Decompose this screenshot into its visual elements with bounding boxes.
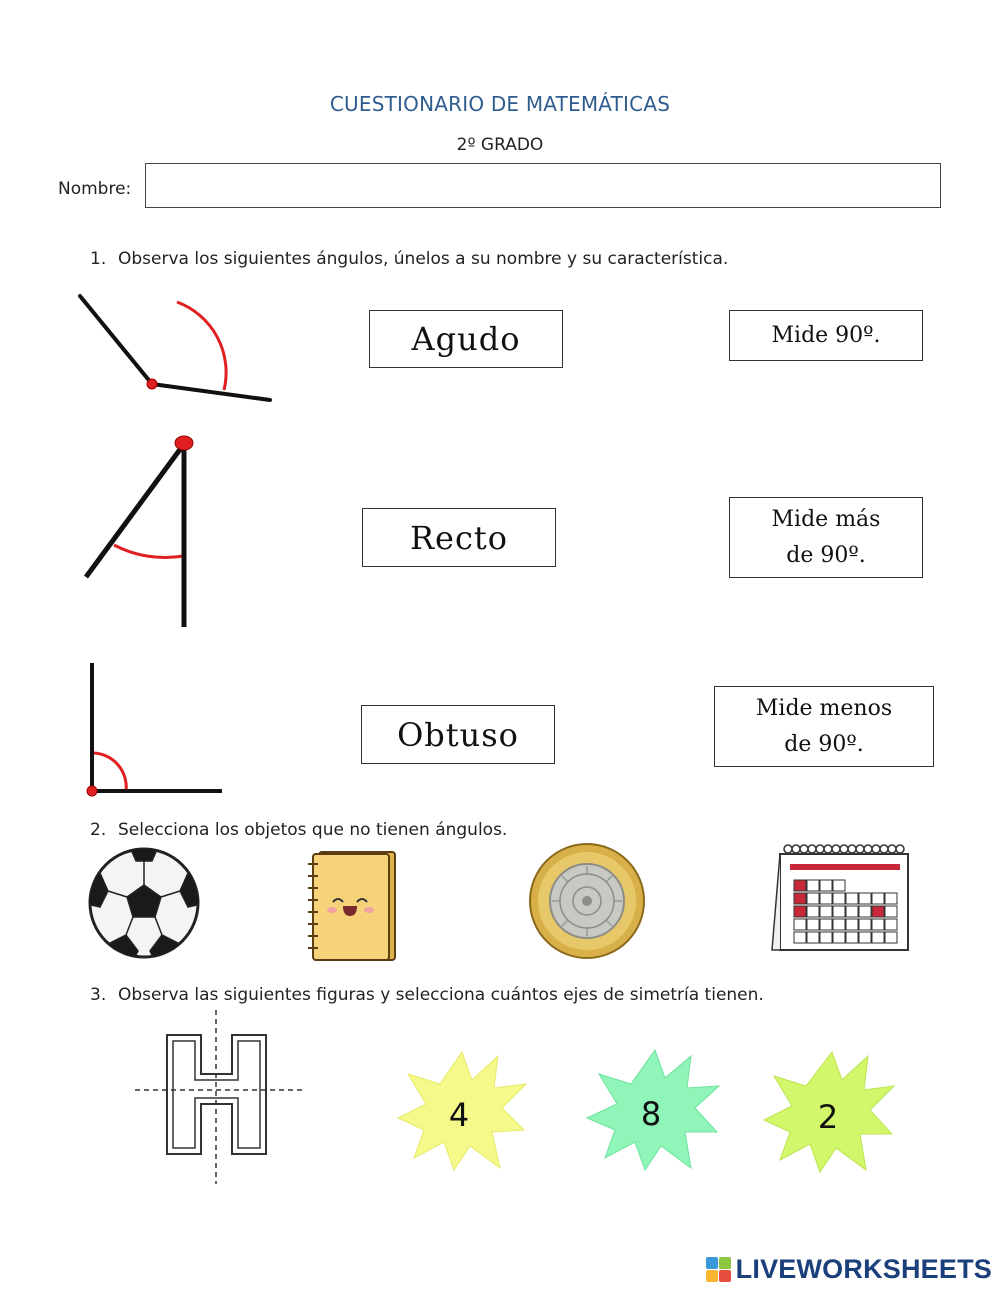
desc-box-90-line1: Mide 90º. — [771, 322, 881, 348]
desc-box-more-90-line1: Mide más — [771, 507, 881, 533]
name-box-recto[interactable] — [362, 508, 556, 567]
question-3-text: Observa las siguientes figuras y selecciona cuántos ejes de simetría tienen. — [118, 985, 764, 1005]
desc-box-less-90-line1: Mide menos — [755, 696, 893, 722]
question-2 — [90, 820, 507, 840]
option-star-8[interactable] — [585, 1048, 721, 1172]
option-star-4-label: 4 — [448, 1096, 470, 1134]
calendar-icon[interactable] — [770, 840, 915, 955]
liveworksheets-logo — [706, 1254, 992, 1285]
desc-box-less-90[interactable] — [714, 686, 934, 767]
option-star-2[interactable] — [762, 1050, 896, 1174]
option-star-2-label: 2 — [817, 1098, 839, 1136]
desc-box-less-90-line2: de 90º. — [784, 731, 864, 757]
name-box-agudo[interactable] — [369, 310, 563, 368]
name-box-obtuso-label: Obtuso — [397, 715, 519, 754]
name-label: Nombre: — [58, 179, 132, 199]
liveworksheets-brand-text: LIVEWORKSHEETS — [735, 1254, 992, 1284]
question-1-text: Observa los siguientes ángulos, únelos a su nombre y su característica. — [118, 249, 729, 269]
coin-icon[interactable] — [528, 842, 646, 960]
option-star-8-label: 8 — [640, 1095, 662, 1133]
name-box-recto-label: Recto — [409, 518, 509, 557]
name-input[interactable] — [145, 163, 941, 208]
question-2-number: 2. — [90, 820, 107, 840]
name-box-agudo-label: Agudo — [411, 320, 521, 358]
desc-box-more-90[interactable] — [729, 497, 923, 578]
soccer-ball-icon[interactable] — [86, 845, 202, 961]
option-star-4[interactable] — [396, 1050, 528, 1172]
liveworksheets-blocks-icon — [706, 1257, 732, 1283]
notebook-icon[interactable] — [305, 846, 400, 964]
question-1-number: 1. — [90, 249, 107, 269]
h-shape-figure — [130, 1008, 310, 1186]
desc-box-more-90-line2: de 90º. — [786, 542, 866, 568]
acute-angle-figure[interactable] — [78, 430, 208, 635]
right-angle-figure[interactable] — [80, 658, 230, 803]
question-2-text: Selecciona los objetos que no tienen ángulos. — [118, 820, 508, 840]
page-title: CUESTIONARIO DE MATEMÁTICAS — [329, 92, 671, 116]
desc-box-90[interactable] — [729, 310, 923, 361]
question-3-number: 3. — [90, 985, 107, 1005]
grade-label: 2º GRADO — [456, 135, 544, 155]
question-3 — [90, 985, 764, 1005]
question-1 — [90, 249, 728, 269]
obtuse-angle-figure[interactable] — [70, 290, 280, 410]
name-box-obtuso[interactable] — [361, 705, 555, 764]
